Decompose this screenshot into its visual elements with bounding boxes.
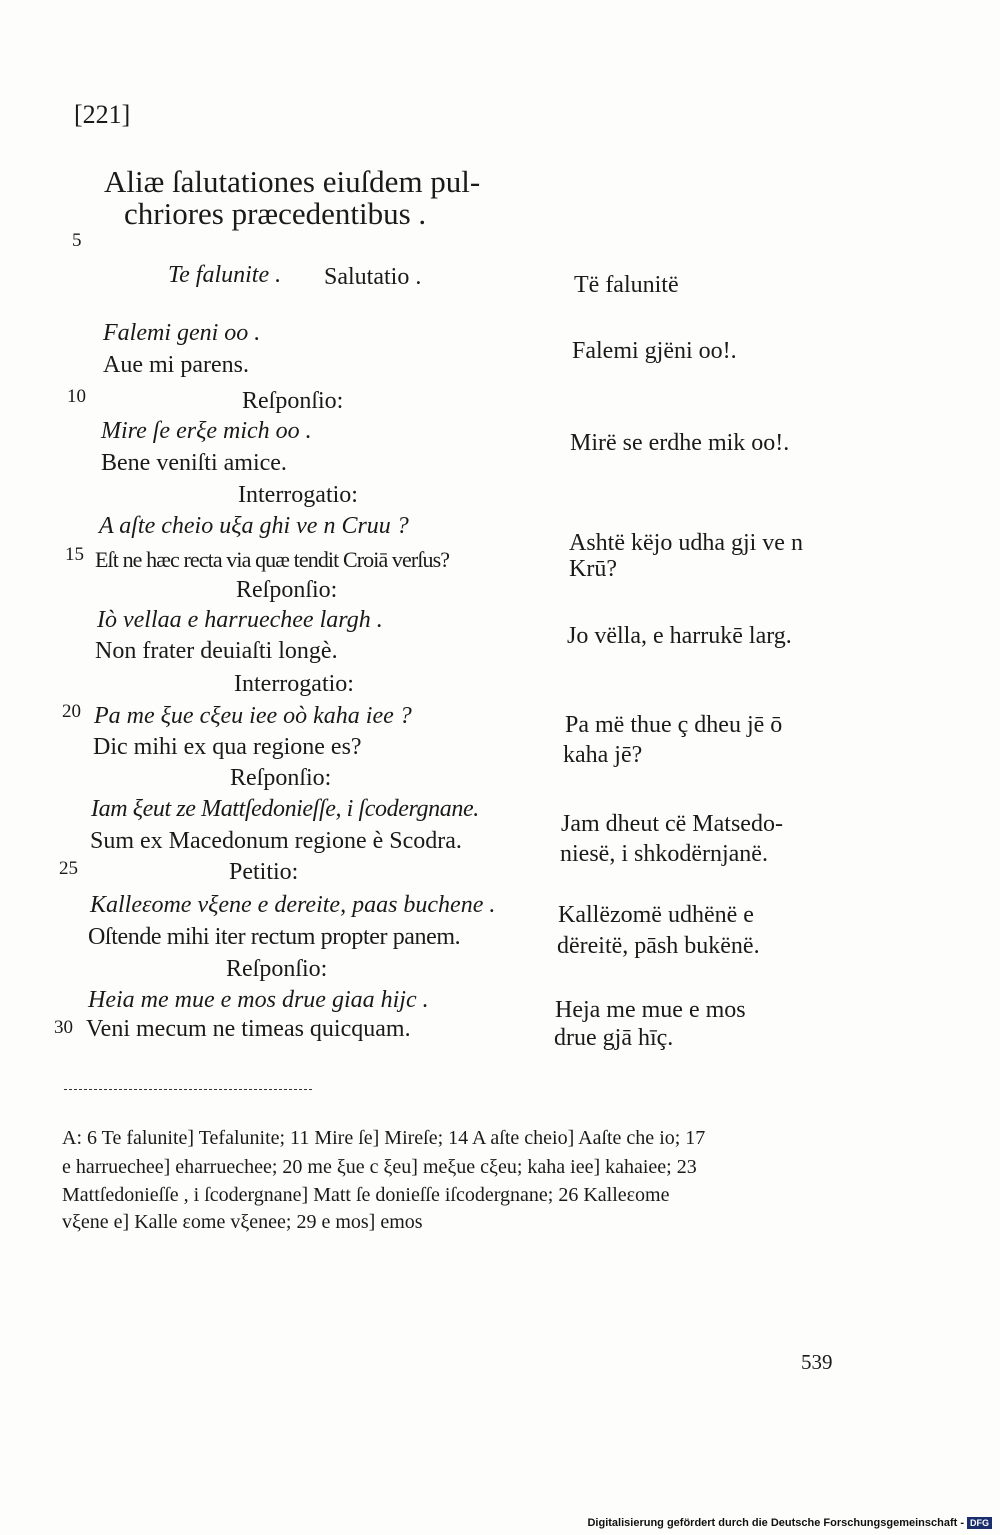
text-line-20: Reſponſio:: [230, 765, 332, 791]
line-number-5: 5: [72, 230, 82, 251]
text-line-14: Reſponſio:: [236, 577, 338, 603]
text-line-23: Petitio:: [229, 859, 299, 885]
text-line-18: Pa me ξue cξeu iee oò kaha iee ?: [94, 703, 412, 729]
section-title-latin: Salutatio .: [324, 264, 422, 290]
albanian-line-1: Falemi gjëni oo!.: [572, 338, 737, 364]
page-reference: [221]: [74, 100, 131, 129]
dfg-notice: [587, 1517, 992, 1529]
heading-line-2: chriores præcedentibus .: [124, 196, 427, 231]
line-number-25: 25: [59, 858, 78, 879]
footnote-line-3: Mattſedonieſſe , i ſcodergnane] Matt ſe donieſſe iſcodergnane; 26 Kalleεome: [62, 1184, 670, 1206]
line-number-20: 20: [62, 701, 81, 722]
albanian-line-11: dëreitë, pāsh bukënë.: [557, 933, 760, 959]
text-line-27: Heia me mue e mos drue giaa hijc .: [88, 987, 429, 1013]
text-line-13: Eſt ne hæc recta via quæ tendit Croiā verſus?: [95, 547, 450, 572]
line-number-30: 30: [54, 1017, 73, 1038]
section-title-albanian: Të falunitë: [574, 272, 679, 298]
text-line-8: Reſponſio:: [242, 388, 344, 414]
text-line-7: Aue mi parens.: [103, 352, 249, 378]
footnote-separator: [64, 1089, 312, 1090]
dfg-notice-text: Digitalisierung gefördert durch die Deutsche Forschungsgemeinschaft -: [587, 1517, 964, 1529]
text-line-24: Kalleεome vξene e dereite, paas buchene .: [90, 892, 496, 918]
line-number-15: 15: [65, 544, 84, 565]
dfg-logo: DFG: [967, 1517, 992, 1529]
text-line-11: Interrogatio:: [238, 482, 358, 508]
albanian-line-6: Pa më thue ç dheu jē ō: [565, 712, 783, 738]
text-line-28: Veni mecum ne timeas quicquam.: [86, 1016, 411, 1042]
text-line-9: Mire ſe erξe mich oo .: [101, 418, 312, 444]
text-line-15: Iò vellaa e harruechee largh .: [97, 607, 383, 633]
text-line-10: Bene veniſti amice.: [101, 450, 287, 476]
section-title-italic: Te falunite .: [168, 262, 282, 288]
text-line-22: Sum ex Macedonum regione è Scodra.: [90, 828, 462, 854]
text-line-6: Falemi geni oo .: [103, 320, 261, 346]
albanian-line-9: niesë, i shkodërnjanë.: [560, 841, 768, 867]
albanian-line-8: Jam dheut cë Matsedo-: [561, 811, 783, 837]
line-number-10: 10: [67, 386, 86, 407]
page-number: 539: [801, 1350, 833, 1374]
text-line-19: Dic mihi ex qua regione es?: [93, 734, 362, 760]
text-line-17: Interrogatio:: [234, 671, 354, 697]
albanian-line-4: Krū?: [569, 556, 617, 582]
text-line-12: A aſte cheio uξa ghi ve n Cruu ?: [99, 513, 409, 539]
text-line-21: Iam ξeut ze Mattſedonieſſe, i ſcodergnane.: [91, 796, 479, 822]
heading-line-1: Aliæ ſalutationes eiuſdem pul-: [104, 164, 481, 199]
albanian-line-7: kaha jē?: [563, 742, 643, 768]
text-line-16: Non frater deuiaſti longè.: [95, 638, 338, 664]
albanian-line-3: Ashtë këjo udha gji ve n: [569, 530, 803, 556]
albanian-line-12: Heja me mue e mos: [555, 997, 746, 1023]
albanian-line-2: Mirë se erdhe mik oo!.: [570, 430, 790, 456]
footnote-line-4: vξene e] Kalle εome vξenee; 29 e mos] emos: [62, 1211, 423, 1233]
albanian-line-5: Jo vëlla, e harrukē larg.: [567, 623, 792, 649]
footnote-line-1: A: 6 Te falunite] Tefalunite; 11 Mire ſe] Mireſe; 14 A aſte cheio] Aaſte che io; 17: [62, 1127, 706, 1149]
albanian-line-13: drue gjā hīç.: [554, 1025, 674, 1051]
text-line-26: Reſponſio:: [226, 956, 328, 982]
text-line-25: Oſtende mihi iter rectum propter panem.: [88, 924, 461, 950]
albanian-line-10: Kallëzomë udhënë e: [558, 902, 754, 928]
footnote-line-2: e harruechee] eharruechee; 20 me ξue c ξeu] meξue cξeu; kaha iee] kahaiee; 23: [62, 1156, 697, 1178]
